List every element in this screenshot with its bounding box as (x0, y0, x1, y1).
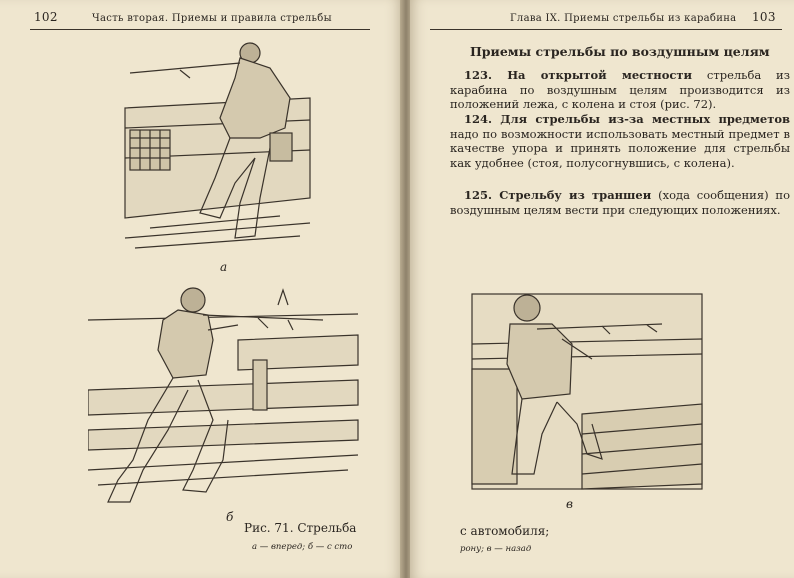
left-running-head: Часть вторая. Приемы и правила стрельбы (92, 13, 332, 24)
paragraph-123 (450, 68, 790, 112)
paragraph-125-text: (хода сообщения) по воздушным целям вести при следующих положениях. (450, 188, 790, 217)
right-header-rule (430, 29, 782, 30)
figure-v-illustration (462, 284, 712, 494)
paragraph-124-lead: 124. Для стрельбы из-за местных предметов (464, 112, 790, 126)
paragraph-125 (450, 188, 790, 217)
paragraph-124-text: надо по возможности использовать местный предмет в качестве упора и принять положение для стрельбы как удобнее (стоя, полусогнувшись, с колена). (450, 126, 790, 170)
paragraph-124 (450, 112, 790, 170)
right-page (410, 0, 794, 578)
caption-continuation: с автомобиля; (460, 524, 550, 538)
figure-caption-title: Рис. 71. Стрельба (244, 521, 357, 535)
figure-b-illustration (88, 280, 360, 506)
figure-v-letter: в (566, 497, 573, 511)
left-page-number: 102 (34, 10, 58, 24)
right-page-number: 103 (752, 10, 776, 24)
right-running-head: Глава IX. Приемы стрельбы из карабина (510, 13, 737, 24)
figure-caption-subtitle: а — вперед; б — с сто (252, 542, 353, 552)
caption-continuation-subtitle: рону; в — назад (460, 544, 532, 554)
section-title: Приемы стрельбы по воздушным целям (470, 44, 770, 59)
paragraph-123-lead: 123. На открытой местности (464, 68, 693, 82)
figure-a-illustration (120, 38, 320, 256)
left-header-rule (30, 29, 370, 30)
figure-a-letter: а (220, 260, 228, 274)
figure-b-letter: б (226, 510, 234, 524)
paragraph-125-lead: 125. Стрельбу из траншеи (464, 188, 652, 202)
paragraph-123-text: стрельба из карабина по воздушным целям производится из положений лежа, с колена и стоя (рис. 72). (450, 68, 790, 111)
